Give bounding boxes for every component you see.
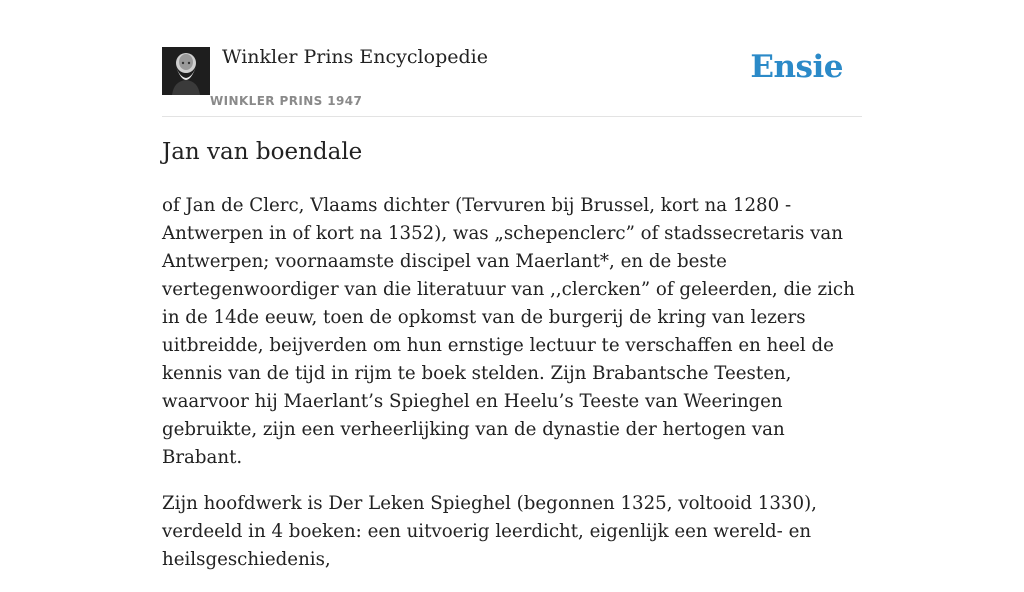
avatar[interactable] [162,47,210,95]
article-paragraph: of Jan de Clerc, Vlaams dichter (Tervuren bij Brussel, kort na 1280 - Antwerpen in of kort na 1352), was „schepenclerc” of stadssecretaris van Antwerpen; voornaamste discipel van Maerlant*, en de beste vertegenwoordiger van die literatuur van ,,clercken” of geleerden, die zich in de 14de eeuw, toen de opkomst van de burgerij de kring van lezers uitbreidde, beijverden om hun ernstige lectuur te verschaffen en heel de kennis van de tijd in rijm te boek stelden. Zijn Brabantsche Teesten, waarvoor hij Maerlant’s Spieghel en Heelu’s Teeste van Weeringen gebruikte, zijn een verheerlijking van de dynastie der hertogen van Brabant. [162,195,855,468]
page-container [162,0,862,570]
portrait-icon [162,47,210,95]
brand-logo[interactable]: Ensie [750,49,843,85]
article-body [162,192,862,592]
site-header [162,0,862,117]
article-paragraph: Zijn hoofdwerk is Der Leken Spieghel (begonnen 1325, voltooid 1330), verdeeld in 4 boeken: een uitvoerig leerdicht, eigenlijk een wereld- en heilsgeschiedenis, [162,493,817,570]
article-title: Jan van boendale [162,139,363,165]
site-name[interactable]: Winkler Prins Encyclopedie [222,46,488,68]
edition-label[interactable]: WINKLER PRINS 1947 [210,94,363,108]
